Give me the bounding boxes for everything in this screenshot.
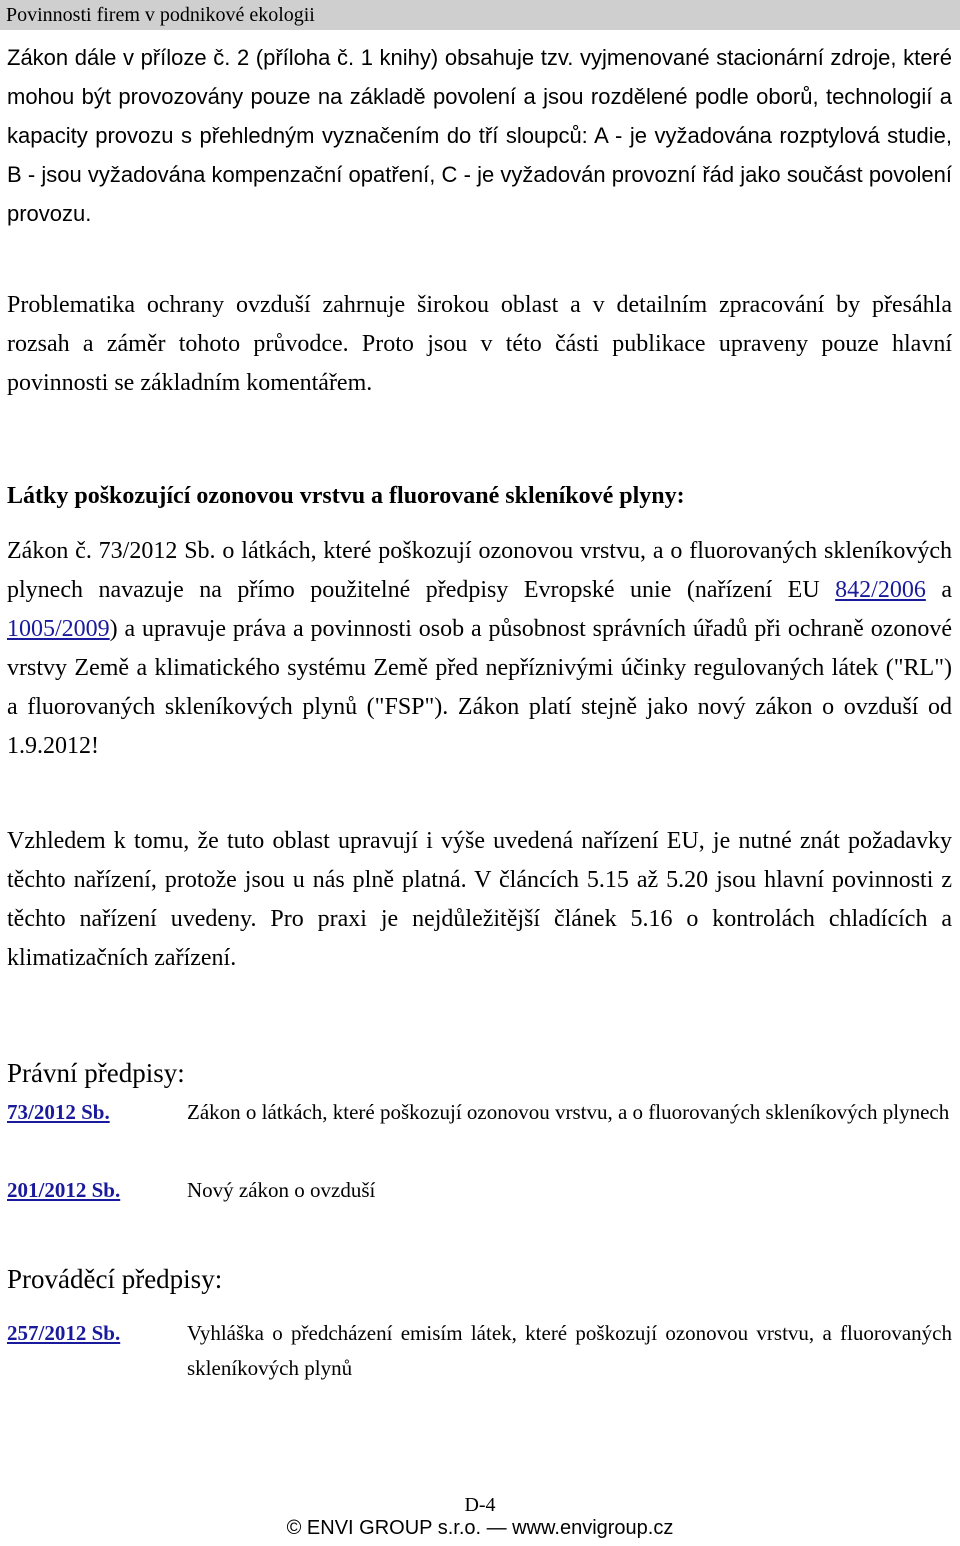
regulation-description: Nový zákon o ovzduší — [187, 1178, 376, 1202]
link-842-2006[interactable]: 842/2006 — [835, 577, 926, 603]
regulation-link-73-2012[interactable]: 73/2012 Sb. — [7, 1100, 110, 1124]
section-heading: Látky poškozující ozonovou vrstvu a fluorované skleníkové plyny: — [7, 483, 685, 509]
zakon-text-1: Zákon č. 73/2012 Sb. o látkách, které poškozují ozonovou vrstvu, a o fluorovaných skleníkových plynech navazuje na přímo použitelné předpisy Evropské unie (nařízení EU — [7, 538, 952, 603]
provadeci-predpisy-heading: Prováděcí předpisy: — [7, 1264, 223, 1294]
zakon-paragraph — [7, 532, 952, 766]
regulation-link-201-2012[interactable]: 201/2012 Sb. — [7, 1178, 121, 1202]
header-title: Povinnosti firem v podnikové ekologii — [6, 4, 315, 26]
link-1005-2009[interactable]: 1005/2009 — [7, 616, 110, 642]
page-header — [0, 0, 960, 30]
intro-paragraph: Zákon dále v příloze č. 2 (příloha č. 1 knihy) obsahuje tzv. vyjmenované stacionární zdroje, které mohou být provozovány pouze na základě povolení a jsou rozdělené podle oborů, technologií a kapacity provozu s přehledným vyznačením do tří sloupců: A - je vyžadována rozptylová studie, B - jsou vyžadována kompenzační opatření, C - je vyžadován provozní řád jako součást povolení provozu. — [7, 45, 952, 226]
regulation-link-257-2012[interactable]: 257/2012 Sb. — [7, 1321, 121, 1345]
problem-paragraph: Problematika ochrany ovzduší zahrnuje širokou oblast a v detailním zpracování by přesáhla rozsah a záměr tohoto průvodce. Proto jsou v této části publikace upraveny pouze hlavní povinnosti se základním komentářem. — [7, 292, 952, 396]
eu-paragraph: Vzhledem k tomu, že tuto oblast upravují i výše uvedená nařízení EU, je nutné znát požadavky těchto nařízení, protože jsou u nás plně platná. V článcích 5.15 až 5.20 jsou hlavní povinnosti z těchto nařízení uvedeny. Pro praxi je nejdůležitější článek 5.16 o kontrolách chladících a klimatizačních zařízení. — [7, 828, 952, 971]
regulation-description: Zákon o látkách, které poškozují ozonovou vrstvu, a o fluorovaných skleníkových plynech — [187, 1100, 950, 1124]
footer-copyright: © ENVI GROUP s.r.o. — www.envigroup.cz — [286, 1517, 674, 1539]
pravni-predpisy-heading: Právní předpisy: — [7, 1058, 185, 1088]
zakon-text-2: a — [925, 577, 953, 603]
zakon-text-3: ) a upravuje práva a povinnosti osob a působnost správních úřadů při ochraně ozonové vrstvy Země a klimatického systému Země před nepříznivými účinky regulovaných látek ("RL") a fluorovaných skleníkových plynů ("FSP"). Zákon platí stejně jako nový zákon o ovzduší od 1.9.2012! — [7, 616, 952, 759]
regulation-description: Vyhláška o předcházení emisím látek, které poškozují ozonovou vrstvu, a fluorovaných skleníkových plynů — [187, 1321, 952, 1380]
page-number: D-4 — [464, 1494, 496, 1516]
